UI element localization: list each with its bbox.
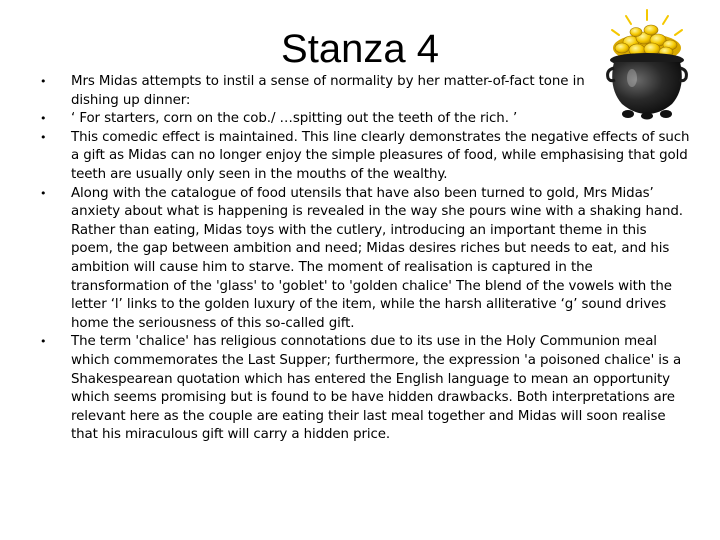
bullet-item bbox=[40, 129, 690, 185]
bullet-text: The term 'chalice' has religious connotations due to its use in the Holy Communion meal which commemorates the Last Supper; furthermore, the expression 'a poisoned chalice' is a Shakespearean quotation which has entered the English language to mean an opportunity which seems promising but is found to be have hidden drawbacks. Both interpretations are relevant here as the couple are eating their last meal together and Midas will soon realise that his miraculous gift will carry a hidden price. bbox=[71, 334, 682, 443]
bullet-dot: • bbox=[40, 186, 47, 200]
slide-title: Stanza 4 bbox=[281, 27, 439, 71]
bullet-dot: • bbox=[40, 335, 47, 349]
bullet-item bbox=[40, 333, 690, 445]
bullet-dot: • bbox=[40, 75, 47, 88]
bullet-dot: • bbox=[40, 130, 47, 144]
bullet-text: This comedic effect is maintained. This line clearly demonstrates the negative effects of such a gift as Midas can no longer enjoy the simple pleasures of food, while emphasising that gold teeth are usually only seen in the mouths of the wealthy. bbox=[71, 129, 690, 182]
bullet-text: ‘ For starters, corn on the cob./ …spitting out the teeth of the rich. ’ bbox=[71, 111, 518, 127]
bullet-item bbox=[40, 110, 690, 129]
bullet-item bbox=[40, 185, 690, 334]
bullet-list bbox=[40, 73, 690, 445]
bullet-text: Along with the catalogue of food utensils that have also been turned to gold, Mrs Midas’ anxiety about what is happening is revealed in the way she pours wine with a shaking hand. Rather than eating, Midas toys with the cutlery, introducing an important theme in this poem, the gap between ambition and need; Midas desires riches but needs to eat, and his ambition will cause him to starve. The moment of realisation is captured in the transformation of the 'glass' to 'goblet' to 'golden chalice' The blend of the vowels with the letter ‘l’ links to the golden luxury of the item, while the harsh alliterative ‘g’ sound drives home the seriousness of this so-called gift. bbox=[71, 185, 683, 331]
bullet-text: Mrs Midas attempts to instil a sense of normality by her matter-of-fact tone in dishing up dinner: bbox=[71, 74, 585, 108]
bullet-dot: • bbox=[40, 112, 47, 126]
bullet-item bbox=[40, 73, 690, 110]
